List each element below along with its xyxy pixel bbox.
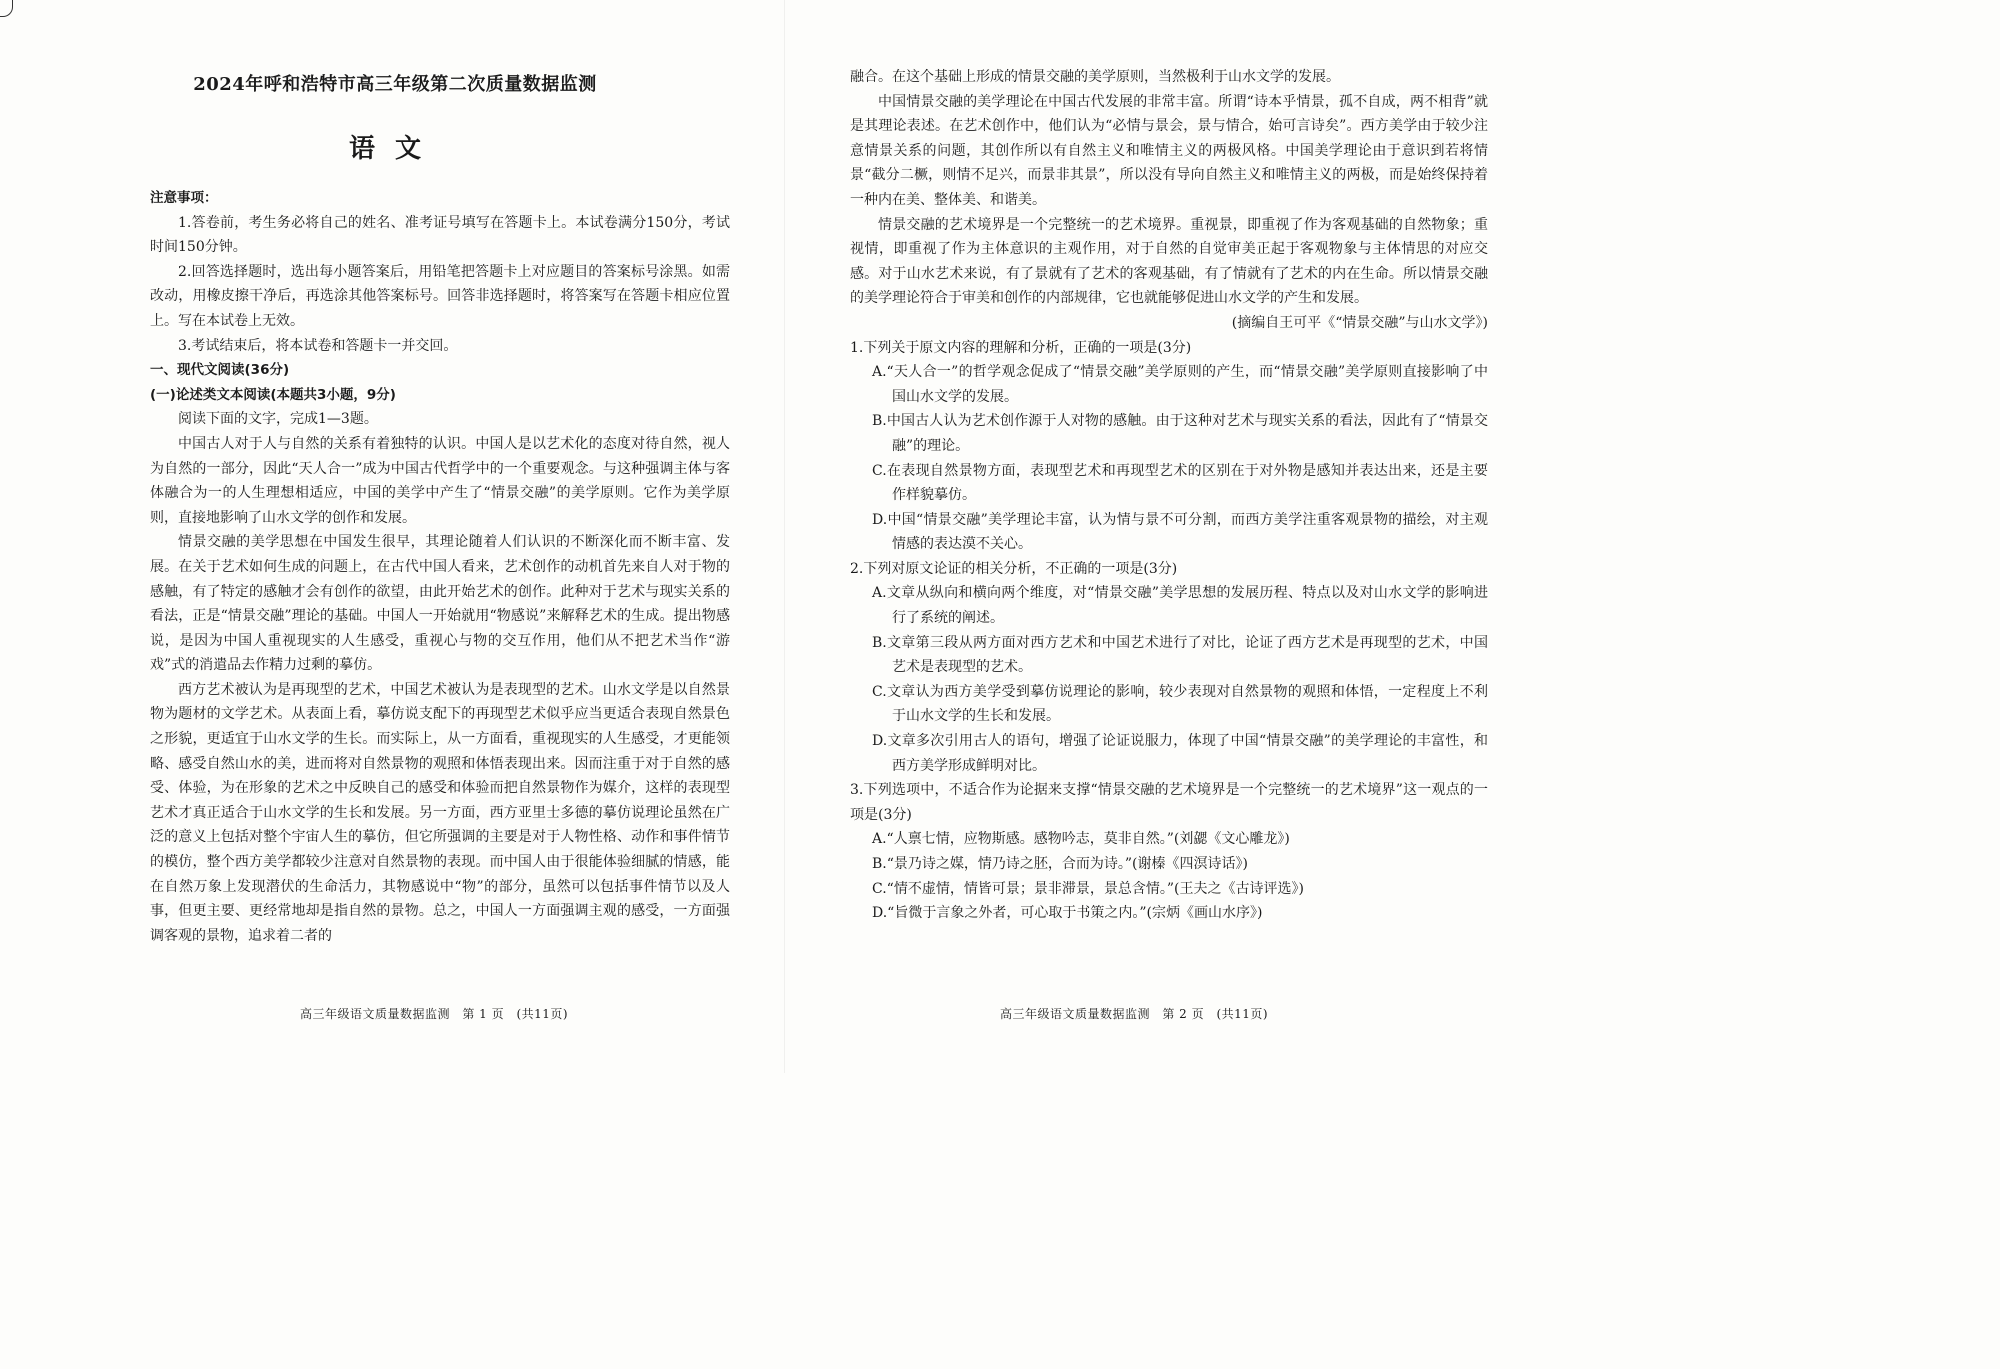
question-stem: 3.下列选项中，不适合作为论据来支撑“情景交融的艺术境界是一个完整统一的艺术境界”这一观点的一项是(3分) xyxy=(850,782,1488,823)
passage-paragraph: 中国古人对于人与自然的关系有着独特的认识。中国人是以艺术化的态度对待自然，视人为自然的一部分，因此“天人合一”成为中国古代哲学中的一个重要观念。与这种强调主体与客体融合为一的人生理想相适应，中国的美学中产生了“情景交融”的美学原则。它作为美学原则，直接地影响了山水文学的创作和发展。 xyxy=(150,435,730,526)
exam-page-1 xyxy=(0,0,790,1073)
passage-source: (摘编自王可平《“情景交融”与山水文学》) xyxy=(1231,314,1488,331)
passage-paragraph: 中国情景交融的美学理论在中国古代发展的非常丰富。所谓“诗本乎情景，孤不自成，两不相背”就是其理论表述。在艺术创作中，他们认为“必情与景会，景与情合，始可言诗矣”。西方美学由于较少注意情景关系的问题，其创作所以有自然主义和唯情主义的两极风格。中国美学理论由于意识到若将情景“截分二橛，则情不足兴，而景非其景”，所以没有导向自然主义和唯情主义的两极，而是始终保持着一种内在美、整体美、和谐美。 xyxy=(850,93,1488,208)
question-option: B.文章第三段从两方面对西方艺术和中国艺术进行了对比，论证了西方艺术是再现型的艺术，中国艺术是表现型的艺术。 xyxy=(872,634,1488,676)
section-sub-heading: (一)论述类文本阅读(本题共3小题，9分) xyxy=(150,386,396,403)
passage-paragraph: 情景交融的艺术境界是一个完整统一的艺术境界。重视景，即重视了作为客观基础的自然物象；重视情，即重视了作为主体意识的主观作用，对于自然的自觉审美正起于客观物象与主体情思的对应交感。对于山水艺术来说，有了景就有了艺术的客观基础，有了情就有了艺术的内在生命。所以情景交融的美学理论符合于审美和创作的内部规律，它也就能够促进山水文学的产生和发展。 xyxy=(850,216,1488,307)
notice-item: 1.答卷前，考生务必将自己的姓名、准考证号填写在答题卡上。本试卷满分150分，考试时间150分钟。 xyxy=(150,214,730,256)
exam-title: 2024年呼和浩特市高三年级第二次质量数据监测 xyxy=(193,74,597,95)
question-stem: 2.下列对原文论证的相关分析，不正确的一项是(3分) xyxy=(850,560,1178,577)
exam-page-2 xyxy=(790,0,1568,1073)
question-option: A.“天人合一”的哲学观念促成了“情景交融”美学原则的产生，而“情景交融”美学原则直接影响了中国山水文学的发展。 xyxy=(872,364,1488,405)
question-option: B.“景乃诗之媒，情乃诗之胚，合而为诗。”(谢榛《四溟诗话》) xyxy=(872,856,1248,872)
page-1-footer xyxy=(300,1005,576,1022)
reading-instruction: 阅读下面的文字，完成1—3题。 xyxy=(178,411,378,428)
passage-paragraph: 西方艺术被认为是再现型的艺术，中国艺术被认为是表现型的艺术。山水文学是以自然景物为题材的文学艺术。从表面上看，摹仿说支配下的再现型艺术似乎应当更适合表现自然景色之形貌，更适宜于山水文学的生长。而实际上，从一方面看，重视现实的人生感受，才更能领略、感受自然山水的美，进而将对自然景物的观照和体悟表现出来。因而注重于对于自然的感受、体验，为在形象的艺术之中反映自己的感受和体验而把自然景物作为媒介，这样的表现型艺术才真正适合于山水文学的生长和发展。另一方面，西方亚里士多德的摹仿说理论虽然在广泛的意义上包括对整个宇宙人生的摹仿，但它所强调的主要是对于人物性格、动作和事件情节的模仿，整个西方美学都较少注意对自然景物的表现。而中国人由于很能体验细腻的情感，能在自然万象上发现潜伏的生命活力，其物感说中“物”的部分，虽然可以包括事件情节以及人事，但更主要、更经常地却是指自然的景物。总之，中国人一方面强调主观的感受，一方面强调客观的景物，追求着二者的 xyxy=(150,681,730,944)
question-option: C.文章认为西方美学受到摹仿说理论的影响，较少表现对自然景物的观照和体悟，一定程度上不利于山水文学的生长和发展。 xyxy=(872,683,1488,725)
footer-title: 高三年级语文质量数据监测 xyxy=(300,1007,451,1021)
question-option: D.“旨微于言象之外者，可心取于书策之内。”(宗炳《画山水序》) xyxy=(872,905,1263,922)
question-option: A.“人禀七情，应物斯感。感物吟志，莫非自然。”(刘勰《文心雕龙》) xyxy=(872,831,1290,848)
section-heading: 一、现代文阅读(36分) xyxy=(150,362,290,379)
footer-page-total: (共11页) xyxy=(516,1007,569,1021)
footer-page-total: (共11页) xyxy=(1216,1007,1269,1021)
question-option: A.文章从纵向和横向两个维度，对“情景交融”美学思想的发展历程、特点以及对山水文学的影响进行了系统的阐述。 xyxy=(872,585,1488,627)
question-option: D.文章多次引用古人的语句，增强了论证说服力，体现了中国“情景交融”的美学理论的丰富性，和西方美学形成鲜明对比。 xyxy=(872,733,1488,774)
notice-item: 3.考试结束后，将本试卷和答题卡一并交回。 xyxy=(178,337,458,354)
question-stem: 1.下列关于原文内容的理解和分析，正确的一项是(3分) xyxy=(850,339,1192,356)
page-2-body xyxy=(850,65,1488,926)
footer-page-number: 第 1 页 xyxy=(462,1007,505,1021)
page-2-footer xyxy=(1000,1005,1276,1022)
footer-title: 高三年级语文质量数据监测 xyxy=(1000,1007,1151,1021)
question-option: D.中国“情景交融”美学理论丰富，认为情与景不可分割，而西方美学注重客观景物的描绘，对主观情感的表达漠不关心。 xyxy=(872,511,1488,553)
passage-paragraph: 情景交融的美学思想在中国发生很早，其理论随着人们认识的不断深化而不断丰富、发展。在关于艺术如何生成的问题上，在古代中国人看来，艺术创作的动机首先来自人对于物的感触，有了特定的感触才会有创作的欲望，由此开始艺术的创作。此种对于艺术与现实关系的看法，正是“情景交融”理论的基础。中国人一开始就用“物感说”来解释艺术的生成。提出物感说，是因为中国人重视现实的人生感受，重视心与物的交互作用，他们从不把艺术当作“游戏”式的消遣品去作精力过剩的摹仿。 xyxy=(150,534,730,674)
question-option: C.在表现自然景物方面，表现型艺术和再现型艺术的区别在于对外物是感知并表达出来，还是主要作样貌摹仿。 xyxy=(872,462,1488,504)
question-option: C.“情不虚情，情皆可景；景非滞景，景总含情。”(王夫之《古诗评选》) xyxy=(872,880,1304,897)
subject-title: 语文 xyxy=(348,134,441,164)
notice-heading: 注意事项： xyxy=(150,190,218,206)
page-1-body xyxy=(150,186,730,948)
question-option: B.中国古人认为艺术创作源于人对物的感触。由于这种对艺术与现实关系的看法，因此有了“情景交融”的理论。 xyxy=(872,413,1488,454)
footer-page-number: 第 2 页 xyxy=(1162,1007,1205,1021)
passage-paragraph: 融合。在这个基础上形成的情景交融的美学原则，当然极利于山水文学的发展。 xyxy=(850,69,1340,85)
notice-item: 2.回答选择题时，选出每小题答案后，用铅笔把答题卡上对应题目的答案标号涂黑。如需改动，用橡皮擦干净后，再选涂其他答案标号。回答非选择题时，将答案写在答题卡相应位置上。写在本试卷上无效。 xyxy=(150,263,730,329)
